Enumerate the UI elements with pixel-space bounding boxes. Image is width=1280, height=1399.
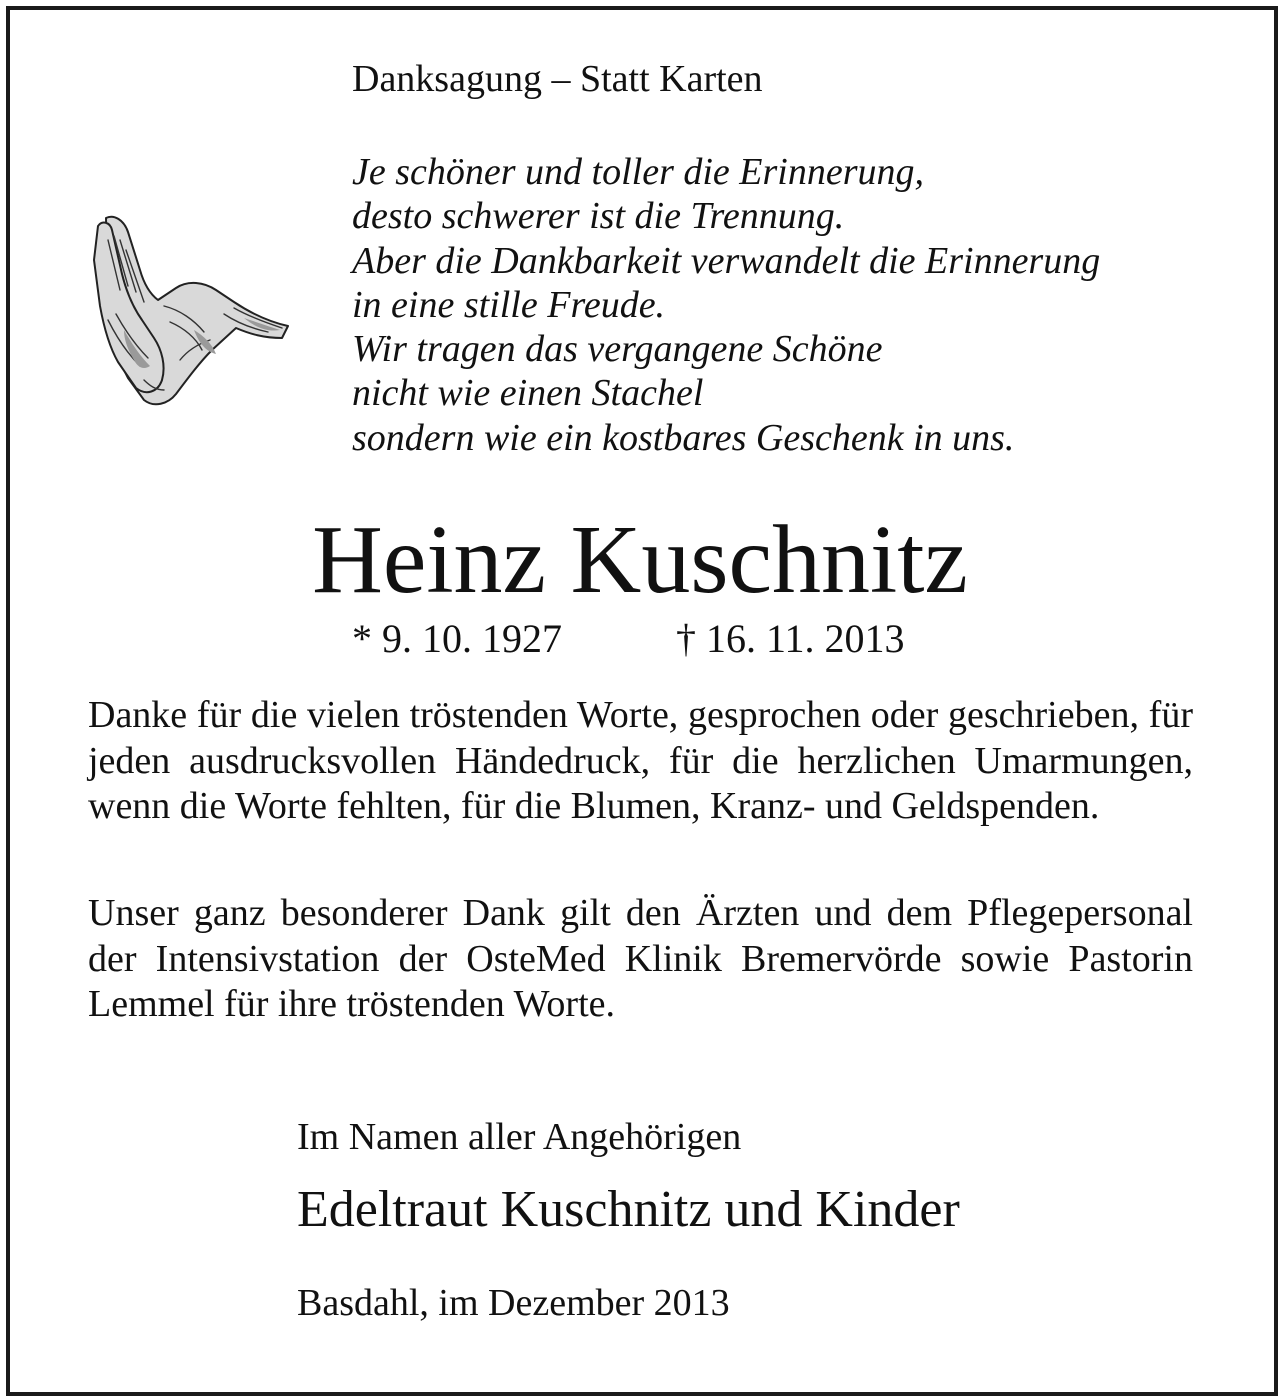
signers: Edeltraut Kuschnitz und Kinder [297, 1181, 960, 1238]
birth-date: * 9. 10. 1927 [352, 616, 562, 661]
poem [352, 150, 1100, 460]
place-date: Basdahl, im Dezember 2013 [297, 1282, 730, 1324]
notice-heading: Danksagung – Statt Karten [352, 58, 763, 100]
deceased-name: Heinz Kuschnitz [312, 506, 968, 614]
poem-line: desto schwerer ist die Trennung. [352, 195, 845, 238]
poem-line: Aber die Dankbarkeit verwandelt die Erinnerung [352, 239, 1101, 282]
on-behalf-line: Im Namen aller Angehörigen [297, 1116, 742, 1158]
poem-line: Je schöner und toller die Erinnerung, [352, 151, 925, 193]
death-date: † 16. 11. 2013 [676, 616, 905, 661]
poem-line: nicht wie einen Stachel [352, 372, 704, 415]
poem-line: Wir tragen das vergangene Schöne [352, 328, 883, 371]
thanks-paragraph: Danke für die vielen tröstenden Worte, gesprochen oder geschrieben, für jeden ausdrucksvollen Händedruck, für die herzlichen Umarmungen, wenn die Worte fehlten, für die Blumen, Kranz- und Geldspenden. [88, 694, 1193, 827]
praying-hands-icon [84, 210, 294, 420]
special-thanks-paragraph: Unser ganz besonderer Dank gilt den Ärzten und dem Pflegepersonal der Intensivstation der OsteMed Klinik Bremervörde sowie Pastorin Lemmel für ihre tröstenden Worte. [88, 892, 1193, 1025]
poem-line: sondern wie ein kostbares Geschenk in uns. [352, 416, 1015, 459]
poem-line: in eine stille Freude. [352, 283, 666, 326]
